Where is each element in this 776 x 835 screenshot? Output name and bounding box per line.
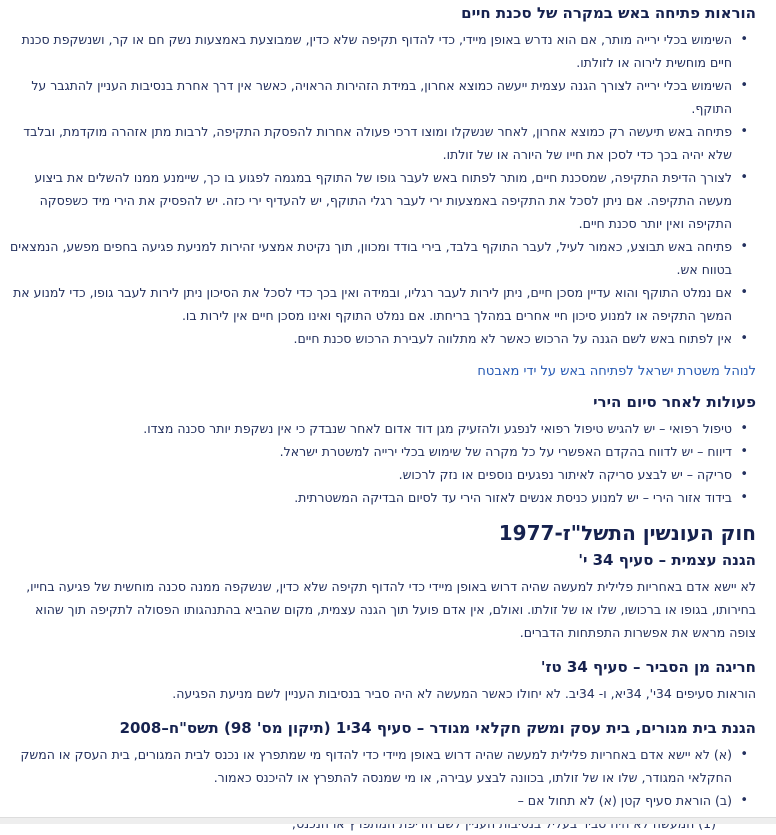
list-item: • פתיחה באש תיעשה רק כמוצא אחרון, לאחר שנשקלו ומוצו דרכי פעולה אחרות להפסקת התקיפה, לרבות מתן אזהרה מוקדמת, ובלבד שלא יהיה בכך כדי לסכן את חייו של היורה או של זולתו. xyxy=(8,120,732,166)
exceeding-text: הוראות סעיפים 34י', 34יא, ו- 34יב. לא יחולו כאשר המעשה לא היה סביר בנסיבות העניין לשם מניעת הפגיעה. xyxy=(172,686,756,701)
opening-fire-list xyxy=(8,28,756,350)
list-item: • השימוש בכלי ירייה מותר, אם הוא נדרש באופן מיידי, כדי להדוף תקיפה שלא כדין, שמבוצעת באמצעות נשק חם או קר, ושנשקפת סכנת חיים מוחשית לירוה או לזולתו. xyxy=(8,28,732,74)
list-item: • (ב) הוראת סעיף קטן (א) לא תחול אם – xyxy=(8,789,732,812)
list-item: • אין לפתוח באש לשם הגנה על הרכוש כאשר לא מתלווה לעבירת הרכוש סכנת חיים. xyxy=(8,327,732,350)
home-defense-list xyxy=(8,743,756,812)
self-defense-text: לא יישא אדם באחריות פלילית למעשה שהיה דרוש באופן מיידי כדי להדוף תקיפה שלא כדין, שנשקפה ממנה סכנה מוחשית של פגיעה בחייו, בחירותו, בגופו או ברכושו, שלו או של זולתו. ואולם, אין אדם פועל תוך הגנה עצמית, מקום שהביא בהתנהגותו הפסולה לתקיפה תוך שהוא צופה מראש את אפשרות התפתחות הדברים. xyxy=(26,579,756,640)
exceeding-heading: חריגה מן הסביר – סעיף 34 טז' xyxy=(540,658,756,676)
list-item: • (א) לא יישא אדם באחריות פלילית למעשה שהיה דרוש באופן מיידי כדי להדוף מי שמתפרץ או נכנס לבית המגורים, בית העסק או המשק החקלאי המגודר, שלו או של זולתו, בכוונה לבצע עבירה, או מי שמנסה להתפרץ או להיכנס כאמור. xyxy=(8,743,732,789)
penal-law-heading: חוק העונשין התשל"ז-1977 xyxy=(498,521,756,545)
after-fire-heading: פעולות לאחר סיום הירי xyxy=(593,393,756,411)
self-defense-heading: הגנה עצמית – סעיף 34 י' xyxy=(578,551,756,569)
after-fire-list xyxy=(8,417,756,509)
list-item: • סריקה – יש לבצע סריקה לאיתור נפגעים נוספים או נזק לרכוש. xyxy=(8,463,732,486)
home-defense-heading: הגנת בית מגורים, בית עסק ומשק חקלאי מגודר – סעיף 34י1 (תיקון מס' 98) תשס"ח–2008 xyxy=(119,719,756,737)
list-item: • טיפול רפואי – יש להגיש טיפול רפואי לנפגע ולהזעיק מגן דוד אדום לאחר שנבדק כי אין נשקפת יותר סכנה מצדו. xyxy=(8,417,732,440)
list-item: • פתיחה באש תבוצע, כאמור לעיל, לעבר התוקף בלבד, בירי בודד ומכוון, תוך נקיטת אמצעי זהירות למניעת פגיעה בחפים מפשע, הנמצאים בטווח אש. xyxy=(8,235,732,281)
horizontal-scrollbar[interactable] xyxy=(0,817,776,824)
list-item: • השימוש בכלי ירייה לצורך הגנה עצמית ייעשה כמוצא אחרון, במידת הזהירות הראויה, כאשר אין דרך אחרת בנסיבות העניין להתגבר על התוקף. xyxy=(8,74,732,120)
list-item: • לצורך הדיפת התקיפה, שמסכנת חיים, מותר לפתוח באש לעבר גופו של התוקף במגמה לפגוע בו כך, שיימנע ממנו להשלים את ביצוע מעשה התקיפה. אם ניתן לסכל את התקיפה באמצעות ירי לעבר רגלי התוקף, יש להעדיף ירי כזה. יש להפסיק את הירי מיד כשפסקה התקיפה ואין יותר סכנת חיים. xyxy=(8,166,732,235)
list-item: • דיווח – יש לדווח בהקדם האפשרי על כל מקרה של שימוש בכלי ירייה למשטרת ישראל. xyxy=(8,440,732,463)
list-item: • בידוד אזור הירי – יש למנוע כניסת אנשים לאזור הירי עד לסיום הבדיקה המשטרתית. xyxy=(8,486,732,509)
opening-fire-heading: הוראות פתיחה באש במקרה של סכנת חיים xyxy=(461,4,756,22)
police-procedure-link[interactable]: לנוהל משטרת ישראל לפתיחה באש על ידי מאבטח xyxy=(477,364,756,379)
list-item: • אם נמלט התוקף והוא עדיין מסכן חיים, ניתן לירות לעבר רגליו, ובמידה ואין בכך כדי לסכל את הסיכון ניתן לירות לעבר גופו, כדי למנוע את המשך התקיפה או למנוע סיכון חיי אחרים במהלך בריחתו. אם נמלט התוקף ואינו מסכן חיים אין לירות בו. xyxy=(8,281,732,327)
